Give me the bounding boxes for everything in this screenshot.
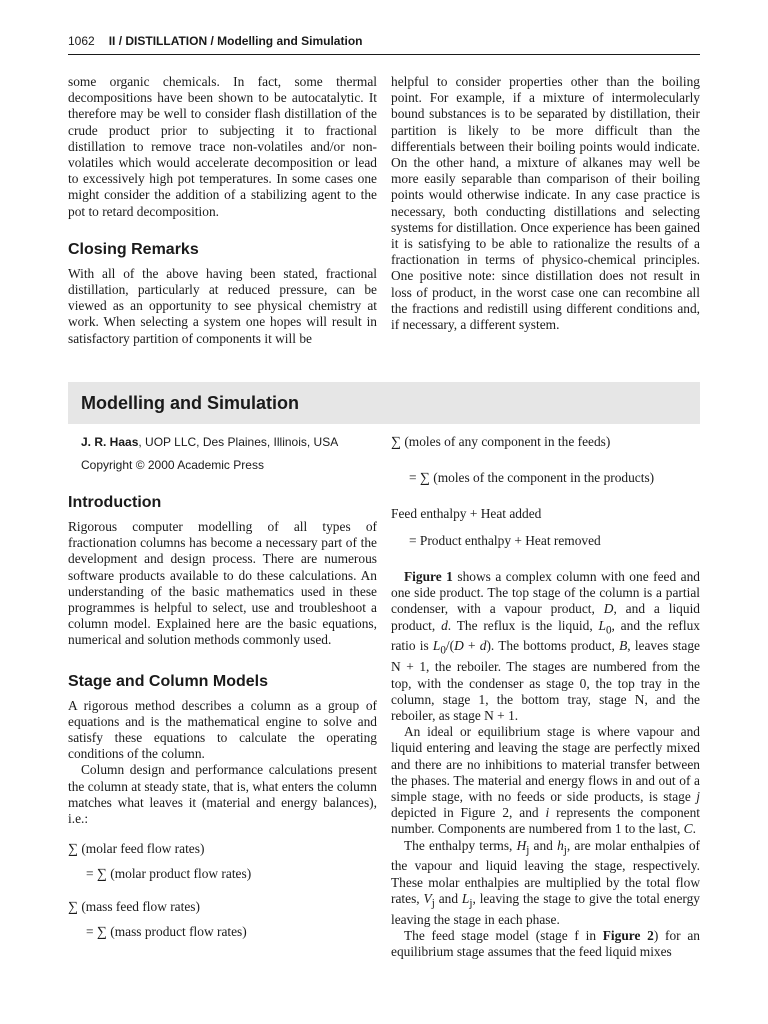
paragraph: some organic chemicals. In fact, some thermal decompositions have been shown to be autocatalytic. It therefore may be well to consider flash distillation of the crude product prior to subjecting it to fractional distillation to remove trace non-volatiles and/or non-volatiles which would accelerate decomposition or lead to excessively high pot temperatures. In some cases one might consider the addition of a stabilizing agent to the pot to retard decomposition. <box>68 74 377 219</box>
closing-remarks-heading: Closing Remarks <box>68 240 199 258</box>
subscript: j <box>469 897 473 910</box>
equation-enthalpy-rhs: = Product enthalpy + Heat removed <box>409 533 601 548</box>
text-run: An ideal or equilibrium stage is where vapour and liquid entering and leaving the stage are perfectly mixed and there are no inhibitions to material transfer between the phases. The material and energy flows in and out of a simple stage, with no feeds or side products, is stage <box>391 724 700 804</box>
author-affiliation: , UOP LLC, Des Plaines, Illinois, USA <box>138 435 339 449</box>
equation-text: (mass product flow rates) <box>110 924 247 940</box>
figure-1-ref: Figure 1 <box>404 569 453 584</box>
text-run: The feed stage model (stage f in <box>404 927 603 943</box>
var-L0: L <box>598 617 606 633</box>
text-run: ). The bottoms product, <box>486 638 620 654</box>
paragraph: With all of the above having been stated, fractional distillation, particularly at reduced pressure, can be viewed as an opportunity to see physical chemistry at work. When selecting a system one hopes will result in satisfactory partition of components it will be <box>68 265 377 346</box>
equation-molar-rhs <box>68 866 377 883</box>
author-name: J. R. Haas <box>81 435 139 449</box>
text-run: , and a liquid product, <box>391 601 700 633</box>
copyright-line <box>68 457 377 473</box>
equation-text: (moles of the component in the products) <box>433 470 655 485</box>
paragraph: Column design and performance calculations present the column at steady state, that is, what enters the column matches what leaves it (material and energy balances), i.e.: <box>68 762 377 827</box>
equation-mass-lhs <box>68 899 377 916</box>
subscript: j <box>563 844 567 857</box>
text-run: represents the component number. Components are numbered from 1 to the last, <box>391 805 700 837</box>
page-number: 1062 <box>68 34 95 48</box>
text-run: , and the reflux ratio is <box>391 617 700 654</box>
top-left-column <box>68 74 377 347</box>
text-run: , leaving the stage to give the total energy leaving the stage in each phase. <box>391 890 701 927</box>
paragraph <box>391 838 700 928</box>
paragraph: Rigorous computer modelling of all types of fractionation columns has become a necessary part of the development and design process. There are numerous software products available to do these calculations. An understanding of the basic mathematics used in these programmes is helpful to select, use and troubleshoot a column model. Explained here are the basic equations, numerical and solution methods commonly used. <box>68 519 377 648</box>
top-right-column <box>391 74 700 333</box>
text-run: /( <box>445 638 455 654</box>
subscript: j <box>431 897 435 910</box>
sum-symbol: ∑ <box>68 900 78 916</box>
copyright-icon: © <box>135 458 145 472</box>
copyright-text: 2000 Academic Press <box>144 458 264 472</box>
var-H: H <box>516 837 527 853</box>
sum-symbol: ∑ <box>419 471 430 486</box>
var-i: i <box>545 805 550 821</box>
var-B: B <box>619 638 628 654</box>
introduction-heading: Introduction <box>68 494 162 511</box>
var-j: j <box>696 788 700 804</box>
equation-text: (moles of any component in the feeds) <box>404 434 611 449</box>
var-V: V <box>423 890 432 906</box>
text-run: depicted in Figure 2, and <box>391 805 546 821</box>
var-L: L <box>461 890 470 906</box>
equals-sign: = <box>409 470 420 485</box>
article-title-band <box>68 382 700 424</box>
text-run: , leaves stage N + 1, the reboiler. The stages are numbered from the top, with the condenser as stage 0, the top tray in the column, stage 1, the bottom tray, stage N, and the reboiler, as stage N + 1. <box>391 638 700 723</box>
equation-text: (molar product flow rates) <box>110 866 252 882</box>
equation-enthalpy-lhs: Feed enthalpy + Heat added <box>391 506 542 521</box>
var-D: D <box>603 601 614 617</box>
article-title: Modelling and Simulation <box>81 393 299 413</box>
subscript: 0 <box>605 624 612 637</box>
paragraph <box>391 724 700 837</box>
subscript: j <box>526 844 530 857</box>
text-run: . The reflux is the liquid, <box>447 617 599 633</box>
bottom-left-column <box>68 434 377 941</box>
equation-molar-lhs <box>68 841 377 858</box>
stage-models-heading: Stage and Column Models <box>68 672 269 690</box>
sum-symbol: ∑ <box>96 925 107 941</box>
copyright-prefix: Copyright <box>81 458 136 472</box>
var-D: D <box>454 638 464 654</box>
sum-symbol: ∑ <box>96 867 107 883</box>
paragraph <box>391 569 700 724</box>
paragraph <box>391 928 700 960</box>
equals-sign: = <box>86 866 97 882</box>
text-run: , are molar enthalpies of the vapour and liquid leaving the stage, respectively. These molar enthalpies are multiplied by the total flow rates, <box>391 837 700 906</box>
author-line <box>68 434 377 450</box>
var-h: h <box>557 837 564 853</box>
text-run: . <box>692 821 696 837</box>
section-title: II / DISTILLATION / Modelling and Simulation <box>108 34 363 48</box>
sum-symbol: ∑ <box>68 842 78 858</box>
text-run: The enthalpy terms, <box>404 837 517 853</box>
text-run: + <box>463 638 480 654</box>
equation-text: (mass feed flow rates) <box>81 899 200 915</box>
paragraph: A rigorous method describes a column as a group of equations and is the mathematical engine to solve and satisfy these equations to calculate the operating conditions of the column. <box>68 697 377 762</box>
bottom-right-column <box>391 434 700 960</box>
var-C: C <box>683 821 693 837</box>
text-run: and <box>529 837 558 853</box>
text-run: shows a complex column with one feed and one side product. The top stage of the column is a partial condenser, with a vapour product, <box>391 569 700 617</box>
running-head <box>68 32 700 55</box>
equation-component-lhs <box>391 434 700 451</box>
var-d: d <box>479 638 487 654</box>
text-run: ) for an equilibrium stage assumes that the feed liquid mixes <box>391 927 700 960</box>
figure-2-ref: Figure 2 <box>602 927 654 943</box>
equation-text: (molar feed flow rates) <box>81 841 205 857</box>
equals-sign: = <box>86 924 97 940</box>
text-run: and <box>434 890 462 906</box>
sum-symbol: ∑ <box>391 435 401 450</box>
subscript: 0 <box>440 645 446 658</box>
equation-component-rhs <box>391 470 700 487</box>
var-d: d <box>441 617 448 633</box>
equation-mass-rhs <box>68 924 377 941</box>
paragraph: helpful to consider properties other than the boiling point. For example, if a mixture of intermolecularly bound substances is to be separated by distillation, their partition is likely to be more difficult than the differentials between their boiling points would indicate. On the other hand, a mixture of alkanes may well be more easily separable than comparison of their boiling points would otherwise indicate. In any case practice is necessary, both conducting distillations and selecting systems for distillation. Once experience has been gained it is satisfying to be able to rationalize the results of a fractionation in terms of physico-chemical principles. One positive note: since distillation does not result in loss of product, in the worst case one can recombine all the fractions and redistill using different conditions and, if necessary, a different system. <box>391 74 700 333</box>
var-L0: L <box>432 638 441 654</box>
